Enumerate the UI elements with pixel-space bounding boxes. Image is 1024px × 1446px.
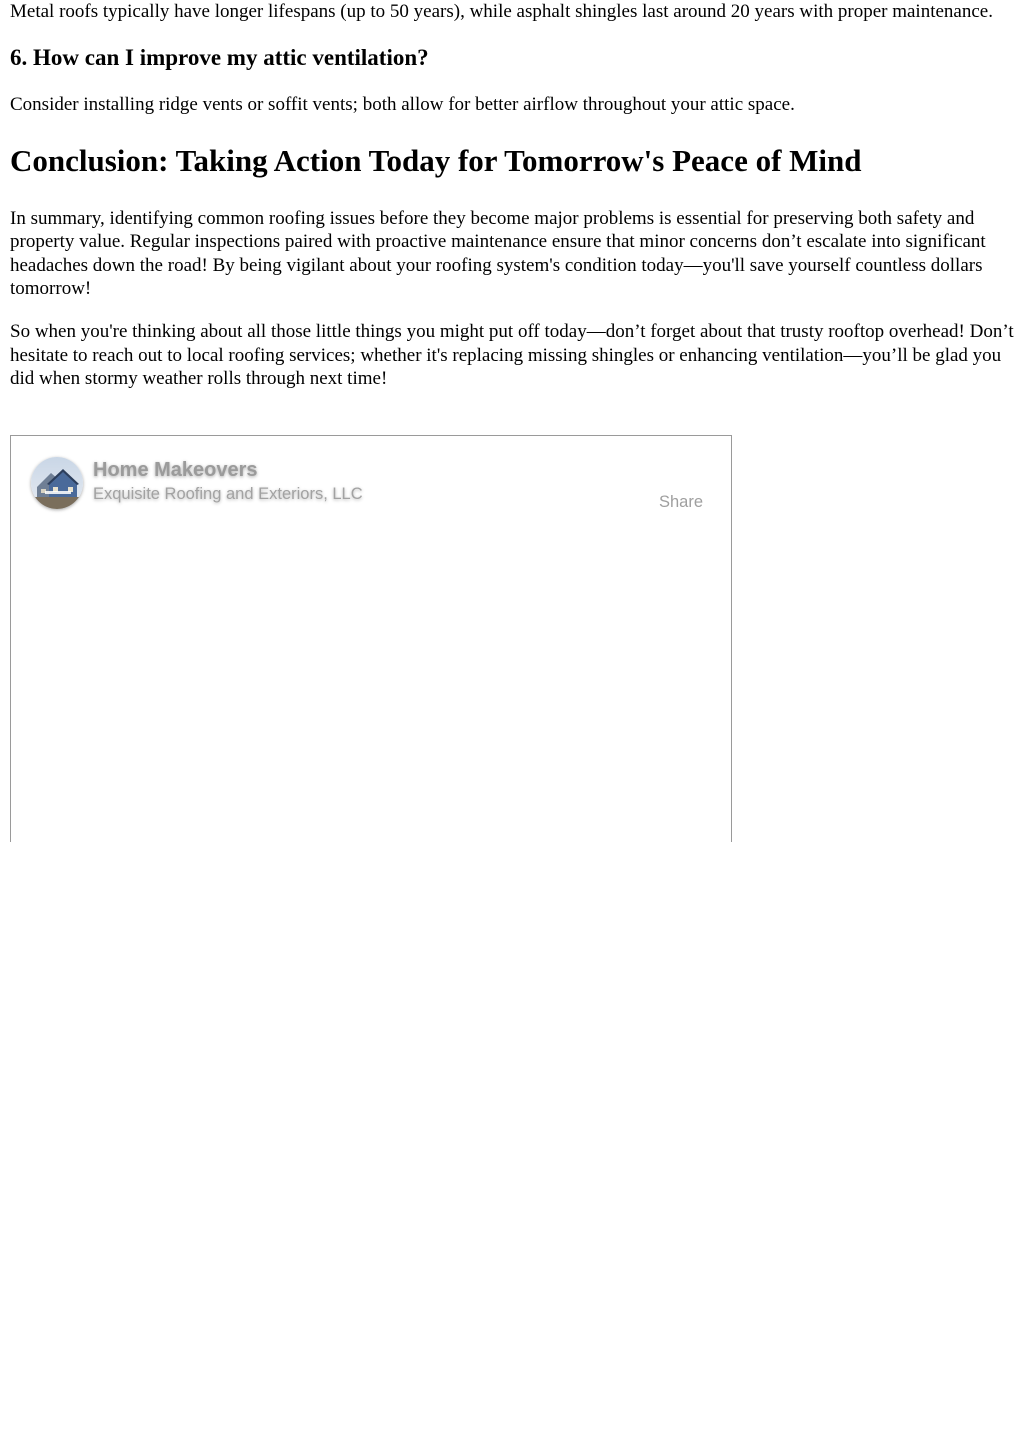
conclusion-paragraph-1: In summary, identifying common roofing issues before they become major problems is essential for preserving both safety and property value. Regular inspections paired with proactive maintenance ensure that minor concerns don’t escalate into significant headaches down the road! By being vigilant about your roofing system's condition today—you'll save yourself countless dollars tomorrow! (10, 207, 986, 300)
video-embed-header (11, 436, 731, 528)
faq-answer: Consider installing ridge vents or soffit vents; both allow for better airflow throughout your attic space. (10, 94, 795, 116)
video-embed[interactable] (10, 435, 732, 842)
conclusion-heading: Conclusion: Taking Action Today for Tomorrow's Peace of Mind (10, 142, 862, 178)
article-content (10, 0, 1014, 391)
share-button[interactable]: Share (658, 493, 703, 511)
video-title[interactable]: Home Makeovers (93, 459, 258, 481)
intro-paragraph: Metal roofs typically have longer lifespans (up to 50 years), while asphalt shingles last around 20 years with proper maintenance. (10, 1, 993, 22)
channel-name[interactable]: Exquisite Roofing and Exteriors, LLC (93, 485, 363, 503)
house-logo-icon[interactable] (31, 457, 83, 509)
faq-heading: 6. How can I improve my attic ventilation? (10, 45, 429, 71)
conclusion-paragraph-2: So when you're thinking about all those little things you might put off today—don’t forget about that trusty rooftop overhead! Don’t hesitate to reach out to local roofing services; whether it's replacing missing shingles or enhancing ventilation—you’ll be glad you did when stormy weather rolls through next time! (10, 321, 1014, 390)
